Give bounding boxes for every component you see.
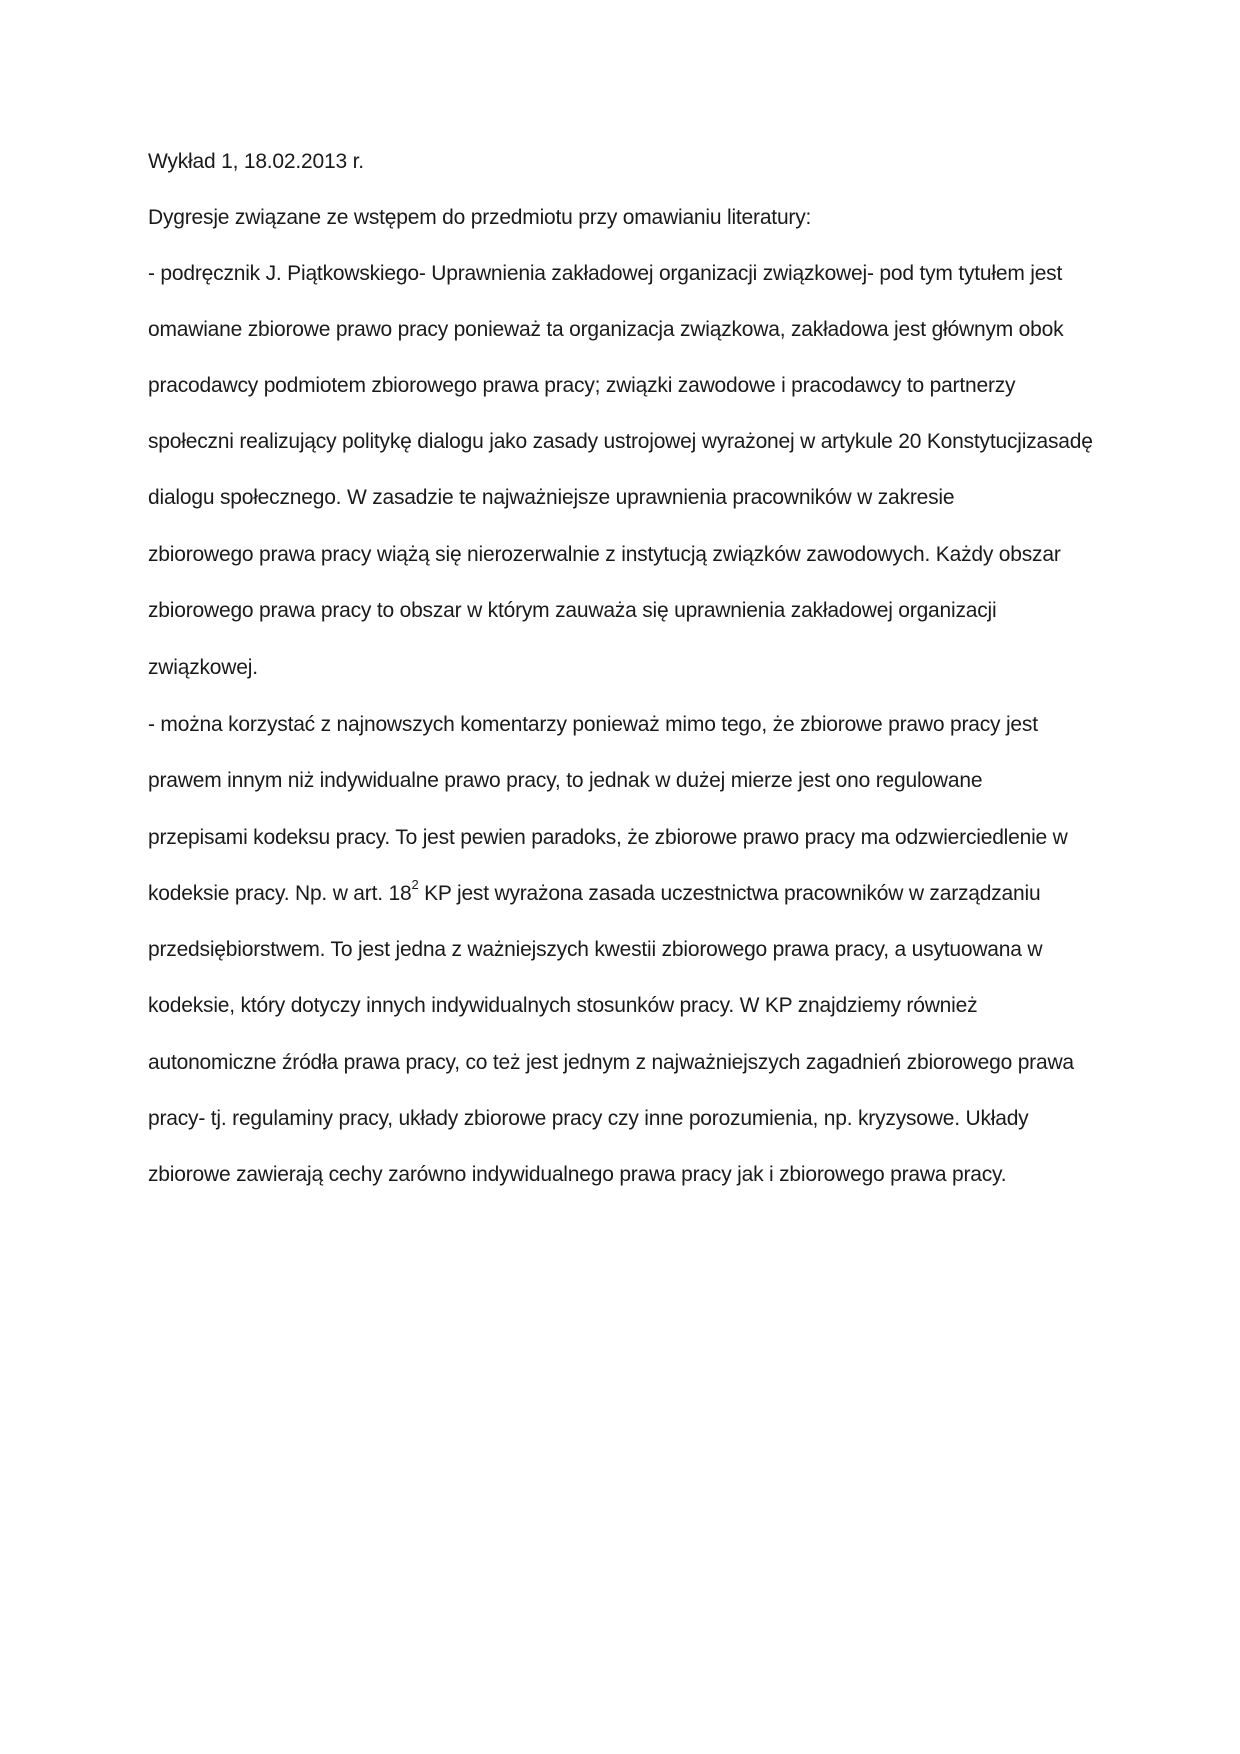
article-text-after: KP jest wyrażona zasada uczestnictwa pracowników w zarządzaniu xyxy=(418,882,1041,905)
article-superscript: 2 xyxy=(411,877,419,892)
document-body xyxy=(148,145,1098,1214)
paragraph: pracy- tj. regulaminy pracy, układy zbiorowe pracy czy inne porozumienia, np. kryzysowe. Układy xyxy=(148,1107,1029,1130)
paragraph: związkowej. xyxy=(148,656,258,679)
paragraph: kodeksie, który dotyczy innych indywidualnych stosunków pracy. W KP znajdziemy również xyxy=(148,994,978,1017)
article-text-before: kodeksie pracy. Np. w art. 18 xyxy=(148,882,412,905)
paragraph: omawiane zbiorowe prawo pracy ponieważ ta organizacja związkowa, zakładowa jest głównym obok xyxy=(148,318,1064,341)
paragraph: Dygresje związane ze wstępem do przedmiotu przy omawianiu literatury: xyxy=(148,206,812,229)
paragraph: zbiorowego prawa pracy to obszar w którym zauważa się uprawnienia zakładowej organizacji xyxy=(148,599,997,622)
paragraph: dialogu społecznego. W zasadzie te najważniejsze uprawnienia pracowników w zakresie xyxy=(148,486,955,509)
paragraph: - można korzystać z najnowszych komentarzy ponieważ mimo tego, że zbiorowe prawo pracy jest xyxy=(148,713,1038,736)
paragraph-article-reference xyxy=(148,877,1098,911)
lecture-title: Wykład 1, 18.02.2013 r. xyxy=(148,150,364,173)
paragraph: zbiorowe zawierają cechy zarówno indywidualnego prawa pracy jak i zbiorowego prawa pracy. xyxy=(148,1163,1007,1186)
paragraph: - podręcznik J. Piątkowskiego- Uprawnienia zakładowej organizacji związkowej- pod tym tytułem jest xyxy=(148,262,1063,285)
paragraph: prawem innym niż indywidualne prawo pracy, to jednak w dużej mierze jest ono regulowane xyxy=(148,769,983,792)
paragraph: autonomiczne źródła prawa pracy, co też jest jednym z najważniejszych zagadnień zbiorowego prawa xyxy=(148,1051,1074,1074)
paragraph: społeczni realizujący politykę dialogu jako zasady ustrojowej wyrażonej w artykule 20 Konstytucjizasadę xyxy=(148,430,1093,453)
paragraph: zbiorowego prawa pracy wiążą się nierozerwalnie z instytucją związków zawodowych. Każdy obszar xyxy=(148,543,1061,566)
paragraph: przepisami kodeksu pracy. To jest pewien paradoks, że zbiorowe prawo pracy ma odzwierciedlenie w xyxy=(148,826,1068,849)
paragraph: pracodawcy podmiotem zbiorowego prawa pracy; związki zawodowe i pracodawcy to partnerzy xyxy=(148,374,1016,397)
paragraph: przedsiębiorstwem. To jest jedna z ważniejszych kwestii zbiorowego prawa pracy, a usytuowana w xyxy=(148,938,1043,961)
